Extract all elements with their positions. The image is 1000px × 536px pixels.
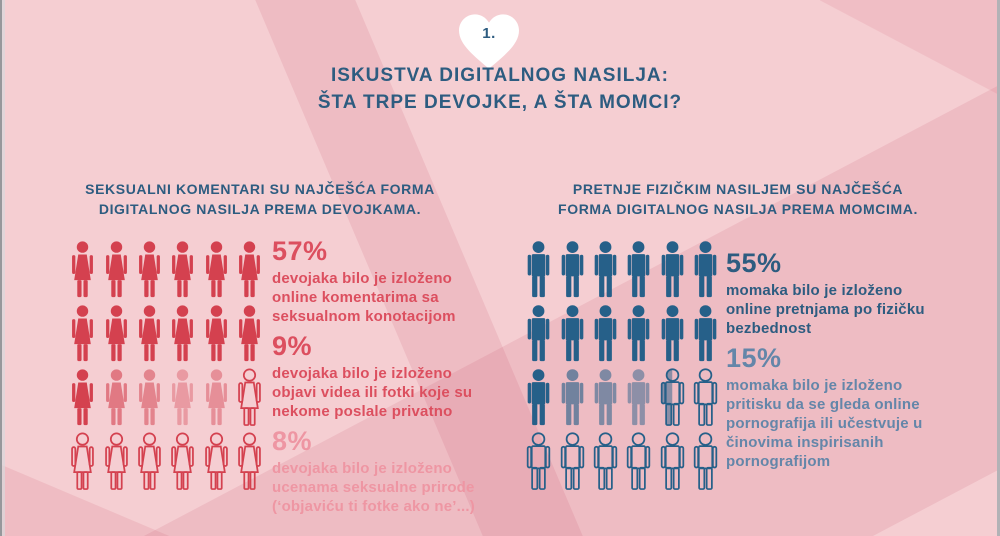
page-title-line1: ISKUSTVA DIGITALNOG NASILJA: (331, 65, 669, 86)
female-person-icon (99, 305, 132, 369)
stat-description-line: momaka bilo je izloženo (726, 377, 903, 394)
stat-value: 15% (726, 343, 782, 373)
boys-section-title (508, 179, 968, 219)
girls-section-title (35, 179, 485, 219)
window-edge-left-inner (2, 0, 5, 536)
female-person-icon (233, 433, 266, 497)
page-title (0, 62, 1000, 116)
male-person-icon (689, 241, 722, 305)
male-person-icon (589, 305, 622, 369)
stat-description (272, 364, 487, 421)
male-person-icon (622, 369, 655, 433)
male-person-icon (656, 241, 689, 305)
stat-description-line: pritisku da se gleda online (726, 396, 920, 413)
stat-description-line: nekome poslale privatno (272, 403, 453, 420)
female-person-icon (200, 369, 233, 433)
male-person-icon (656, 305, 689, 369)
stat-description-line: online pretnjama po fizičku (726, 301, 925, 318)
male-person-icon (656, 369, 689, 433)
boys-stats-column (726, 248, 981, 476)
stat-description (272, 459, 487, 516)
pictogram-row (66, 369, 266, 433)
male-person-icon (689, 369, 722, 433)
male-person-icon (622, 305, 655, 369)
male-person-icon (522, 305, 555, 369)
male-person-icon (622, 433, 655, 497)
stat-description-line: objavi videa ili fotki koje su (272, 384, 473, 401)
male-person-icon (522, 241, 555, 305)
female-person-icon (133, 241, 166, 305)
female-person-icon (166, 369, 199, 433)
girls-stats-column (272, 236, 487, 521)
girls-section-title-line2: DIGITALNOG NASILJA PREMA DEVOJKAMA. (98, 201, 422, 217)
stat-description (726, 281, 981, 338)
stat-description-line: pornografijom (726, 453, 831, 470)
female-person-icon (200, 241, 233, 305)
stat-description-line: devojaka bilo je izloženo (272, 270, 453, 287)
stat-description-line: (‘objaviću ti fotke ako ne’...) (272, 498, 475, 515)
boys-section-title-line1: PRETNJE FIZIČKIM NASILJEM SU NAJČEŠĆA (572, 181, 904, 197)
female-person-icon (233, 241, 266, 305)
stat-value: 57% (272, 236, 328, 266)
boys-pictogram-chart (522, 241, 722, 497)
female-person-icon (133, 433, 166, 497)
pictogram-row (522, 305, 722, 369)
male-person-icon (689, 433, 722, 497)
female-person-icon (166, 433, 199, 497)
female-person-icon (200, 305, 233, 369)
pictogram-row (66, 433, 266, 497)
stat-block-15 (726, 343, 981, 471)
stat-description (726, 376, 981, 471)
stat-block-8 (272, 426, 487, 516)
male-person-icon (656, 433, 689, 497)
female-person-icon (200, 433, 233, 497)
girls-pictogram-chart (66, 241, 266, 497)
female-person-icon (233, 305, 266, 369)
stat-description-line: momaka bilo je izloženo (726, 282, 903, 299)
stat-description (272, 269, 487, 326)
stat-description-line: devojaka bilo je izloženo (272, 460, 453, 477)
badge-number: 1. (482, 25, 496, 42)
female-person-icon (99, 433, 132, 497)
stat-description-line: online komentarima sa (272, 289, 439, 306)
female-person-icon (66, 305, 99, 369)
male-person-icon (522, 433, 555, 497)
male-person-icon (589, 241, 622, 305)
male-person-icon (555, 369, 588, 433)
male-person-icon (555, 305, 588, 369)
stat-block-57 (272, 236, 487, 326)
pictogram-row (66, 305, 266, 369)
pictogram-row (522, 369, 722, 433)
stat-description-line: bezbednost (726, 320, 812, 337)
female-person-icon (166, 305, 199, 369)
stat-description-line: činovima inspirisanih (726, 434, 884, 451)
female-person-icon (66, 241, 99, 305)
female-person-icon (133, 369, 166, 433)
girls-section-title-line1: SEKSUALNI KOMENTARI SU NAJČEŠĆA FORMA (85, 181, 435, 197)
pictogram-row (522, 241, 722, 305)
pictogram-row (66, 241, 266, 305)
female-person-icon (133, 305, 166, 369)
female-person-icon (166, 241, 199, 305)
male-person-icon (522, 369, 555, 433)
female-person-icon (99, 241, 132, 305)
male-person-icon (622, 241, 655, 305)
male-person-icon (555, 241, 588, 305)
stat-description-line: devojaka bilo je izloženo (272, 365, 453, 382)
female-person-icon (99, 369, 132, 433)
stat-description-line: pornografija ili učestvuje u (726, 415, 923, 432)
boys-section-title-line2: FORMA DIGITALNOG NASILJA PREMA MOMCIMA. (558, 201, 918, 217)
stat-value: 55% (726, 248, 782, 278)
stat-block-55 (726, 248, 981, 338)
male-person-icon (589, 433, 622, 497)
female-person-icon (66, 369, 99, 433)
stat-value: 8% (272, 426, 313, 456)
pictogram-row (522, 433, 722, 497)
stat-value: 9% (272, 331, 313, 361)
page-title-line2: ŠTA TRPE DEVOJKE, A ŠTA MOMCI? (317, 92, 683, 113)
male-person-icon (589, 369, 622, 433)
female-person-icon (233, 369, 266, 433)
stat-description-line: ucenama seksualne prirode (272, 479, 475, 496)
stat-description-line: seksualnom konotacijom (272, 308, 456, 325)
male-person-icon (555, 433, 588, 497)
female-person-icon (66, 433, 99, 497)
male-person-icon (689, 305, 722, 369)
stat-block-9 (272, 331, 487, 421)
